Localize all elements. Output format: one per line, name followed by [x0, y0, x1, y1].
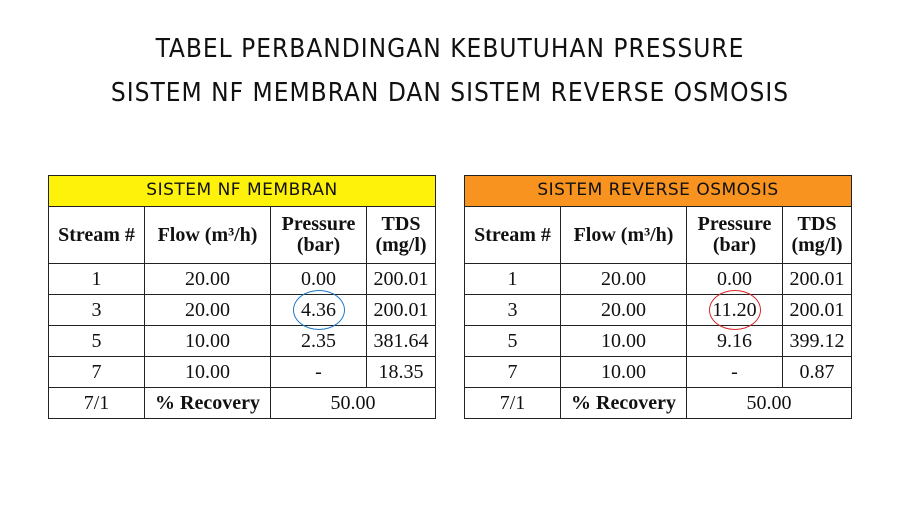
ro-cell: 200.01 — [783, 295, 852, 326]
ro-cell: 20.00 — [561, 295, 687, 326]
ro-col-tds: TDS (mg/l) — [783, 207, 852, 264]
ro-cell: 10.00 — [561, 357, 687, 388]
table-row — [465, 295, 852, 326]
ro-table-header: SISTEM REVERSE OSMOSIS — [465, 176, 852, 207]
ro-cell: 10.00 — [561, 326, 687, 357]
nf-cell: 5 — [49, 326, 145, 357]
nf-col-flow: Flow (m³/h) — [145, 207, 271, 264]
ro-cell: 20.00 — [561, 264, 687, 295]
highlight-circle — [709, 290, 761, 330]
nf-cell: 2.35 — [271, 326, 367, 357]
ro-cell: 399.12 — [783, 326, 852, 357]
ro-cell: 5 — [465, 326, 561, 357]
ro-recovery-stream: 7/1 — [465, 388, 561, 419]
ro-cell: 1 — [465, 264, 561, 295]
nf-cell: 7 — [49, 357, 145, 388]
table-row — [49, 326, 436, 357]
ro-col-stream: Stream # — [465, 207, 561, 264]
nf-col-tds: TDS (mg/l) — [367, 207, 436, 264]
ro-cell: 0.87 — [783, 357, 852, 388]
ro-cell: - — [687, 357, 783, 388]
nf-col-stream: Stream # — [49, 207, 145, 264]
nf-membrane-table — [48, 175, 436, 419]
nf-cell: 200.01 — [367, 264, 436, 295]
recovery-row — [49, 388, 436, 419]
nf-recovery-stream: 7/1 — [49, 388, 145, 419]
title-line-1: TABEL PERBANDINGAN KEBUTUHAN PRESSURE — [155, 34, 745, 64]
table-row — [49, 357, 436, 388]
nf-cell: 20.00 — [145, 264, 271, 295]
ro-recovery-label: % Recovery — [561, 388, 687, 419]
ro-cell: 200.01 — [783, 264, 852, 295]
nf-table-header: SISTEM NF MEMBRAN — [49, 176, 436, 207]
nf-cell: 1 — [49, 264, 145, 295]
nf-cell: 200.01 — [367, 295, 436, 326]
title-line-2: SISTEM NF MEMBRAN DAN SISTEM REVERSE OSMOSIS — [110, 78, 790, 108]
ro-cell: 9.16 — [687, 326, 783, 357]
nf-col-pressure: Pressure (bar) — [271, 207, 367, 264]
table-row — [49, 295, 436, 326]
ro-cell: 0.00 — [687, 264, 783, 295]
nf-pressure-highlight — [271, 295, 367, 326]
nf-cell: 10.00 — [145, 357, 271, 388]
highlight-circle — [293, 290, 345, 330]
nf-cell: 20.00 — [145, 295, 271, 326]
nf-cell: 18.35 — [367, 357, 436, 388]
recovery-row — [465, 388, 852, 419]
nf-cell: 381.64 — [367, 326, 436, 357]
nf-cell: 3 — [49, 295, 145, 326]
nf-recovery-value: 50.00 — [271, 388, 436, 419]
nf-cell: - — [271, 357, 367, 388]
ro-cell-value: 11.20 — [712, 298, 757, 321]
nf-cell-value: 4.36 — [301, 298, 336, 321]
nf-cell: 10.00 — [145, 326, 271, 357]
ro-cell: 7 — [465, 357, 561, 388]
nf-cell: 0.00 — [271, 264, 367, 295]
table-row — [49, 264, 436, 295]
ro-pressure-highlight — [687, 295, 783, 326]
table-row — [465, 264, 852, 295]
nf-recovery-label: % Recovery — [145, 388, 271, 419]
ro-cell: 3 — [465, 295, 561, 326]
ro-recovery-value: 50.00 — [687, 388, 852, 419]
ro-col-flow: Flow (m³/h) — [561, 207, 687, 264]
table-row — [465, 357, 852, 388]
table-row — [465, 326, 852, 357]
reverse-osmosis-table — [464, 175, 852, 419]
ro-col-pressure: Pressure (bar) — [687, 207, 783, 264]
